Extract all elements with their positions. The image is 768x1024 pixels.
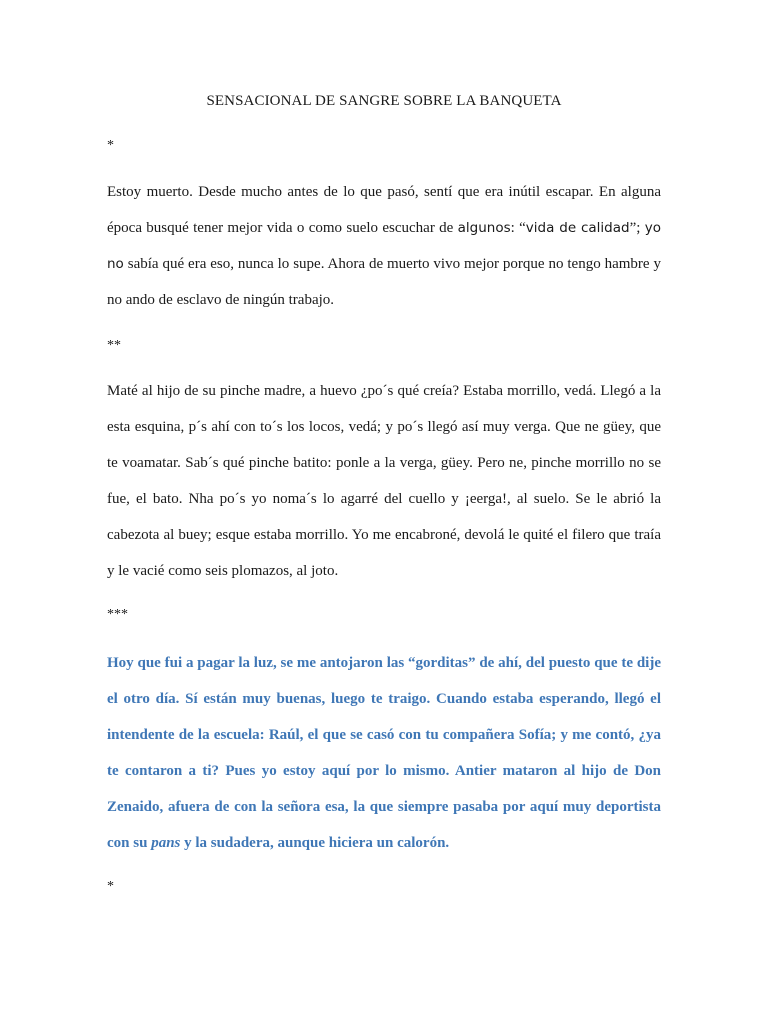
- paragraph-1-text-c: ”;: [629, 220, 645, 236]
- paragraph-1-alt-word-1: algunos: [457, 220, 511, 236]
- paragraph-1-alt-word-2: vida de calidad: [525, 220, 630, 236]
- paragraph-3-text-a: Hoy que fui a pagar la luz, se me antojaron las “gorditas” de ahí, del puesto que te dije el otro día. Sí están muy buenas, luego te traigo. Cuando estaba esperando, llegó el intendente de la escuela: Raúl, el que se casó con tu compañera Sofía; y me contó, ¿ya te contaron a ti? Pues yo estoy aquí por lo mismo. Antier mataron al hijo de Don Zenaido, afuera de con la señora esa, la que siempre pasaba por aquí muy deportista con su: [107, 655, 661, 851]
- paragraph-2: Maté al hijo de su pinche madre, a huevo ¿po´s qué creía? Estaba morrillo, vedá. Llegó a la esta esquina, p´s ahí con to´s los locos, vedá; y po´s llegó así muy verga. Que ne güey, que te voamatar. Sab´s qué pinche batito: ponle a la verga, güey. Pero ne, pinche morrillo no se fue, el bato. Nha po´s yo noma´s lo agarré del cuello y ¡eerga!, al suelo. Se le abrió la cabezota al buey; esque estaba morrillo. Yo me encabroné, devolá le quité el filero que traía y le vacié como seis plomazos, al joto.: [107, 383, 661, 579]
- document-title: SENSACIONAL DE SANGRE SOBRE LA BANQUETA: [206, 93, 562, 109]
- section-separator-3: ***: [107, 607, 128, 622]
- section-separator-4: *: [107, 879, 114, 894]
- paragraph-1-text-b: : “: [510, 220, 526, 236]
- section-separator-2: **: [107, 338, 121, 353]
- paragraph-3-text-b: y la sudadera, aunque hiciera un calorón.: [180, 835, 450, 851]
- paragraph-1-alt-word-3: yo no: [107, 220, 662, 272]
- paragraph-3: [107, 645, 661, 861]
- paragraph-1: [107, 174, 661, 318]
- section-separator-1: *: [107, 138, 114, 153]
- paragraph-1-text-d: sabía qué era eso, nunca lo supe. Ahora de muerto vivo mejor porque no tengo hambre y no ando de esclavo de ningún trabajo.: [107, 256, 661, 308]
- paragraph-3-italic-word: pans: [151, 835, 181, 851]
- paragraph-1-text-a: Estoy muerto. Desde mucho antes de lo que pasó, sentí que era inútil escapar. En alguna época busqué tener mejor vida o como suelo escuchar de: [107, 184, 661, 236]
